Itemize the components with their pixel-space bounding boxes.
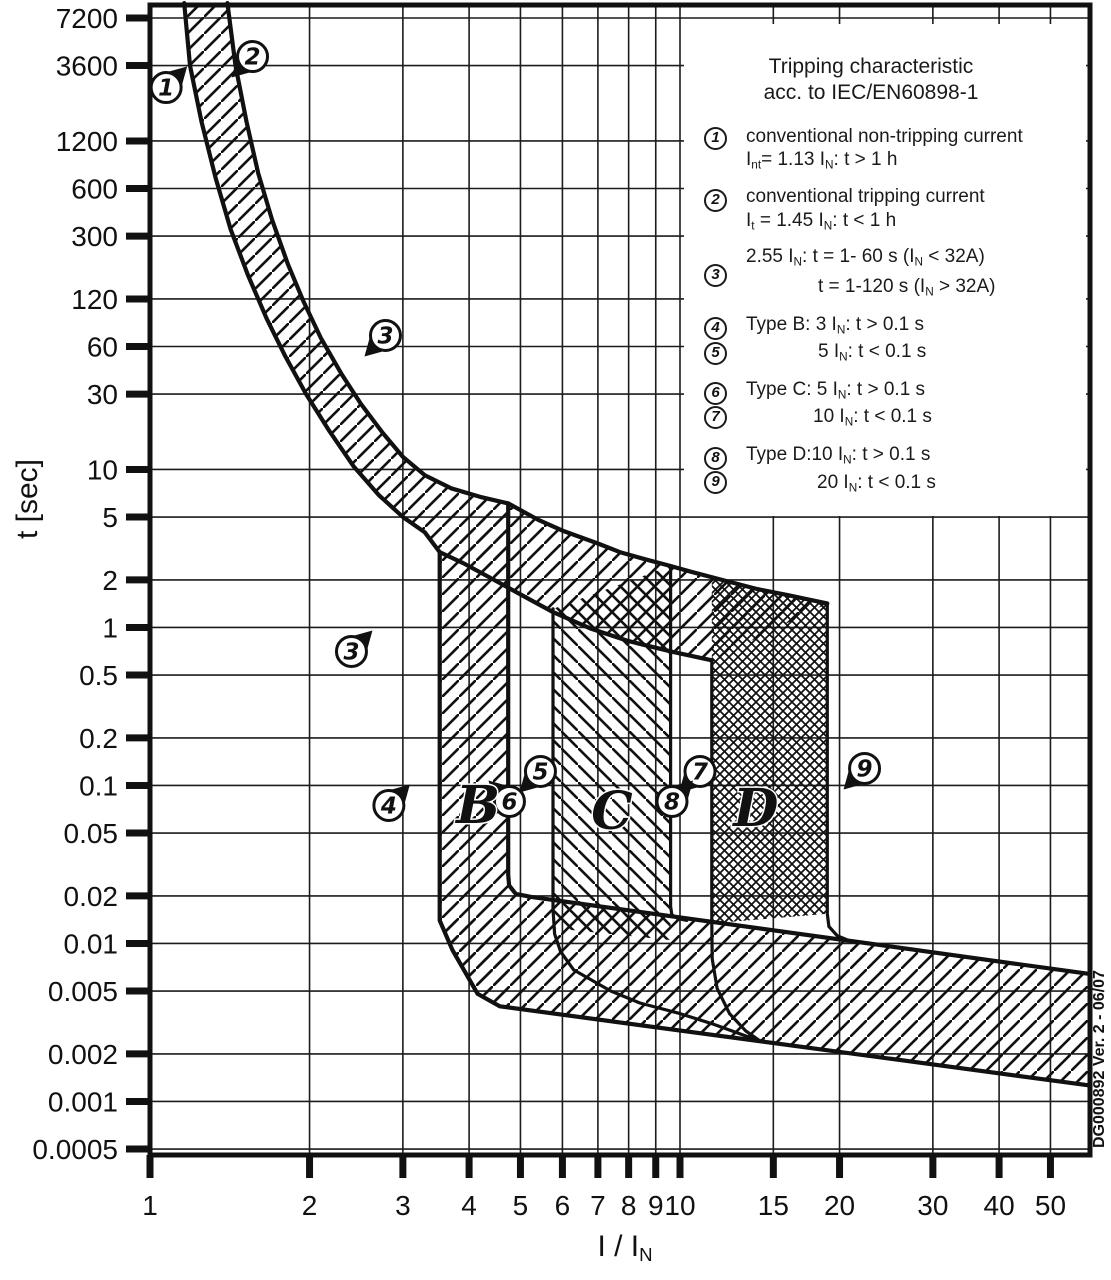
legend-row-5-line1: 5 $I_N$: t < 0.1 s <box>818 341 927 364</box>
legend-number-badge-2: 2 <box>704 189 727 212</box>
y-tick-label-0.1: 0.1 <box>79 770 118 802</box>
x-tick-label-3: 3 <box>395 1190 411 1221</box>
marker-3-number: 3 <box>377 323 394 350</box>
y-tick-label-0.005: 0.005 <box>47 976 118 1008</box>
legend-row-3-line2: t = 1-120 s $(I_N > 32A)$ <box>818 276 996 299</box>
legend-number-badge-6: 6 <box>704 382 727 405</box>
y-tick-label-5: 5 <box>102 502 118 534</box>
x-tick-label-8: 8 <box>620 1190 637 1221</box>
x-tick-label-10: 10 <box>664 1190 696 1221</box>
x-tick-label-4: 4 <box>461 1190 477 1221</box>
x-tick-label-40: 40 <box>983 1190 1015 1221</box>
region-label-B: B <box>456 775 501 837</box>
legend-number-badge-3: 3 <box>704 264 727 287</box>
legend-row-9-line1: 20 $I_N$: t < 0.1 s <box>817 472 936 495</box>
y-tick-label-1200: 1200 <box>55 125 118 157</box>
x-tick-label-9: 9 <box>647 1190 664 1221</box>
type-D-band <box>712 577 828 924</box>
legend-number-badge-8: 8 <box>704 447 727 470</box>
x-tick-label-20: 20 <box>823 1190 856 1221</box>
legend-box <box>684 24 1086 516</box>
x-tick-label-30: 30 <box>917 1190 949 1221</box>
y-tick-label-1: 1 <box>102 612 118 644</box>
x-tick-label-5: 5 <box>512 1190 529 1221</box>
chart-title-line2: acc. to IEC/EN60898-1 <box>763 81 979 104</box>
y-tick-label-0.05: 0.05 <box>63 818 118 850</box>
y-tick-label-30: 30 <box>86 379 118 411</box>
marker-8-number: 8 <box>663 789 681 816</box>
legend-row-6-line1: Type C: 5 $I_N$: t > 0.1 s <box>746 379 926 402</box>
legend-row-2-line1: conventional tripping current <box>746 186 985 207</box>
footer-doc-code: DG000892 Ver. 2 - 06/07 <box>1091 970 1108 1148</box>
marker-9-number: 9 <box>856 756 873 783</box>
y-tick-label-0.001: 0.001 <box>47 1086 118 1118</box>
x-tick-label-6: 6 <box>554 1190 571 1221</box>
legend-row-2-line2: $I_t = 1.45$ $I_N$: t < 1 h <box>746 210 897 233</box>
legend-number-badge-5: 5 <box>704 342 727 365</box>
legend-number-badge-4: 4 <box>704 317 727 340</box>
x-axis-label: I / $I_N$ <box>597 1230 653 1266</box>
x-tick-label-50: 50 <box>1034 1190 1067 1221</box>
y-tick-label-2: 2 <box>102 564 118 596</box>
marker-3-number: 3 <box>343 639 360 666</box>
y-tick-label-0.5: 0.5 <box>79 660 118 692</box>
legend-row-3-line1: 2.55 $I_N$: t = 1- 60 s $(I_N < 32A)$ <box>746 246 985 269</box>
region-label-C: C <box>591 780 633 842</box>
x-tick-label-1: 1 <box>142 1190 158 1221</box>
y-axis-label: t [sec] <box>11 458 44 540</box>
legend-row-8-line1: Type D:10 $I_N$: t > 0.1 s <box>746 444 931 467</box>
y-tick-label-600: 600 <box>71 173 118 205</box>
legend-row-7-line1: 10 $I_N$: t < 0.1 s <box>813 406 932 429</box>
marker-5-number: 5 <box>532 759 549 786</box>
chart-title-line1: Tripping characteristic <box>768 55 974 78</box>
legend-row-1-line1: conventional non-tripping current <box>746 126 1023 147</box>
y-tick-label-10: 10 <box>86 454 118 486</box>
marker-2-number: 2 <box>244 44 261 71</box>
y-tick-label-3600: 3600 <box>55 50 118 82</box>
y-tick-label-0.002: 0.002 <box>47 1038 118 1070</box>
marker-4-number: 4 <box>380 793 397 820</box>
y-tick-label-0.01: 0.01 <box>63 928 118 960</box>
y-tick-label-0.02: 0.02 <box>63 880 118 912</box>
legend-number-badge-7: 7 <box>704 406 727 429</box>
x-tick-label-15: 15 <box>757 1190 789 1221</box>
marker-1-number: 1 <box>158 75 175 102</box>
y-tick-label-7200: 7200 <box>55 2 118 34</box>
legend-row-1-line2: $I_{nt}= 1.13$ $I_N$: t > 1 h <box>746 149 898 172</box>
y-tick-label-60: 60 <box>86 331 118 363</box>
y-tick-label-0.2: 0.2 <box>79 722 118 754</box>
region-label-D: D <box>733 777 779 839</box>
legend-number-badge-1: 1 <box>704 127 727 150</box>
legend-row-4-line1: Type B: 3 $I_N$: t > 0.1 s <box>746 314 925 337</box>
x-tick-label-7: 7 <box>590 1190 606 1221</box>
marker-7-number: 7 <box>691 759 709 786</box>
y-tick-label-0.0005: 0.0005 <box>32 1134 118 1166</box>
marker-6-number: 6 <box>501 789 518 816</box>
chart-title <box>684 54 1058 106</box>
x-tick-label-2: 2 <box>301 1190 318 1221</box>
y-tick-label-120: 120 <box>71 283 118 315</box>
type-C-band <box>553 566 671 940</box>
y-tick-label-300: 300 <box>71 221 118 253</box>
legend-number-badge-9: 9 <box>704 471 727 494</box>
